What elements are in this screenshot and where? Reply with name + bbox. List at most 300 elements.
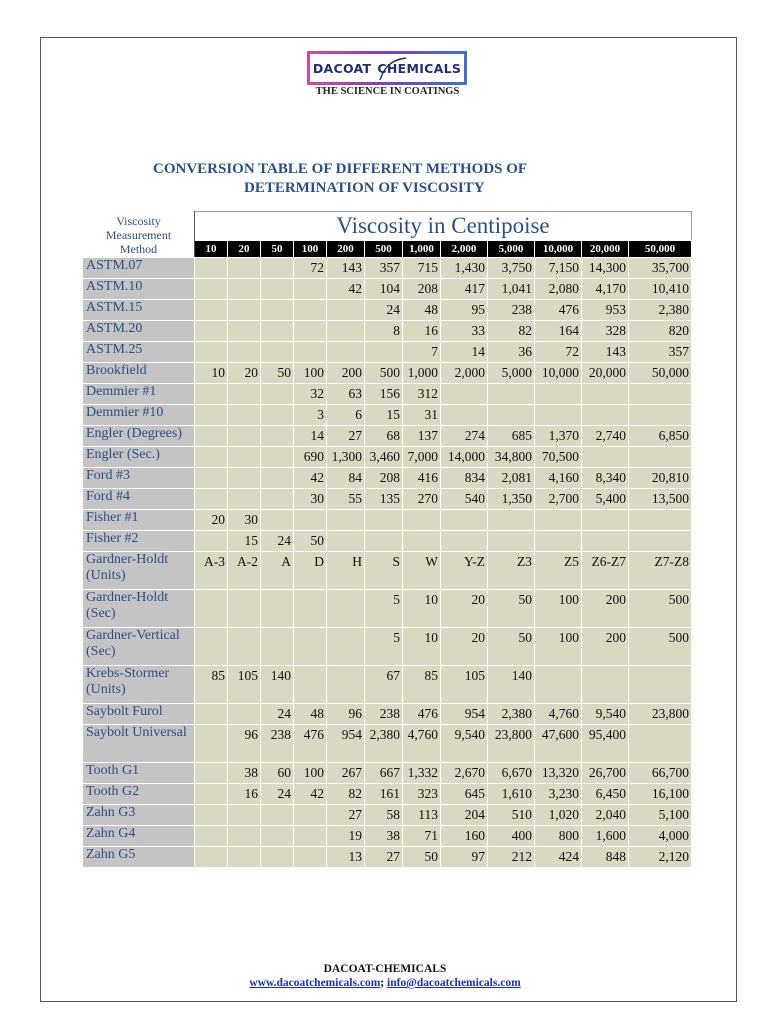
value-cell (195, 447, 228, 468)
value-cell: 15 (365, 405, 403, 426)
scale-header-cell: 20,000 (582, 241, 629, 258)
method-label: Brookfield (83, 363, 195, 384)
scale-header-cell: 10,000 (535, 241, 582, 258)
method-label: Engler (Sec.) (83, 447, 195, 468)
value-cell (261, 510, 294, 531)
value-cell (195, 704, 228, 725)
scale-header-cell: 100 (294, 241, 327, 258)
value-cell: 476 (294, 725, 327, 763)
table-row (83, 826, 692, 847)
footer-company: DACOAT-CHEMICALS (323, 963, 447, 975)
value-cell: 820 (629, 321, 692, 342)
value-cell: 267 (327, 763, 365, 784)
method-column-header (83, 212, 195, 258)
value-cell: 417 (441, 279, 488, 300)
value-cell: 5,000 (488, 363, 535, 384)
value-cell: W (403, 552, 441, 590)
value-cell (261, 342, 294, 363)
value-cell: 42 (294, 468, 327, 489)
value-cell (195, 321, 228, 342)
website-link[interactable]: www.dacoatchemicals.com (249, 977, 381, 989)
value-cell (228, 384, 261, 405)
value-cell (327, 590, 365, 628)
value-cell (327, 321, 365, 342)
value-cell: 113 (403, 805, 441, 826)
value-cell (294, 666, 327, 704)
value-cell (535, 405, 582, 426)
value-cell: 23,800 (488, 725, 535, 763)
value-cell (294, 342, 327, 363)
value-cell: 357 (629, 342, 692, 363)
value-cell: 105 (441, 666, 488, 704)
value-cell: 105 (228, 666, 261, 704)
value-cell (228, 426, 261, 447)
value-cell: 68 (365, 426, 403, 447)
value-cell (195, 384, 228, 405)
value-cell: 164 (535, 321, 582, 342)
value-cell (228, 321, 261, 342)
value-cell: 72 (294, 258, 327, 279)
document-title (100, 160, 620, 198)
value-cell: 100 (294, 363, 327, 384)
method-label: ASTM.07 (83, 258, 195, 279)
method-header-line: Measurement (105, 227, 172, 242)
value-cell: 6,670 (488, 763, 535, 784)
value-cell: 42 (327, 279, 365, 300)
value-cell: 1,020 (535, 805, 582, 826)
value-cell (327, 342, 365, 363)
value-cell: 140 (261, 666, 294, 704)
value-cell (629, 384, 692, 405)
centipoise-header: Viscosity in Centipoise (195, 212, 692, 241)
table-row (83, 489, 692, 510)
value-cell: 690 (294, 447, 327, 468)
value-cell (195, 725, 228, 763)
value-cell: 238 (488, 300, 535, 321)
value-cell (261, 300, 294, 321)
method-label: Saybolt Furol (83, 704, 195, 725)
table-row (83, 666, 692, 704)
value-cell: 24 (261, 784, 294, 805)
value-cell (261, 489, 294, 510)
value-cell: 667 (365, 763, 403, 784)
value-cell: 10 (403, 628, 441, 666)
value-cell (488, 510, 535, 531)
value-cell: 100 (535, 590, 582, 628)
value-cell (228, 847, 261, 868)
value-cell: 1,430 (441, 258, 488, 279)
value-cell: 96 (228, 725, 261, 763)
table-row (83, 363, 692, 384)
value-cell (327, 531, 365, 552)
value-cell: 27 (365, 847, 403, 868)
value-cell: 14 (441, 342, 488, 363)
value-cell: 424 (535, 847, 582, 868)
value-cell: 10 (195, 363, 228, 384)
value-cell: 95,400 (582, 725, 629, 763)
value-cell (261, 805, 294, 826)
value-cell: 5 (365, 628, 403, 666)
value-cell: 30 (228, 510, 261, 531)
value-cell: 16 (228, 784, 261, 805)
method-label: Engler (Degrees) (83, 426, 195, 447)
value-cell: 2,080 (535, 279, 582, 300)
value-cell: 16 (403, 321, 441, 342)
value-cell: 24 (261, 531, 294, 552)
method-label: Zahn G4 (83, 826, 195, 847)
scale-header-cell: 20 (228, 241, 261, 258)
value-cell: 10,410 (629, 279, 692, 300)
value-cell (195, 342, 228, 363)
value-cell: 3,230 (535, 784, 582, 805)
value-cell: 38 (228, 763, 261, 784)
value-cell: 200 (327, 363, 365, 384)
value-cell: 7 (403, 342, 441, 363)
table-row (83, 590, 692, 628)
method-label: Krebs-Stormer (Units) (83, 666, 195, 704)
table-row (83, 784, 692, 805)
value-cell: 100 (535, 628, 582, 666)
value-cell: 15 (228, 531, 261, 552)
value-cell: 9,540 (441, 725, 488, 763)
table-row (83, 300, 692, 321)
value-cell: 13,320 (535, 763, 582, 784)
scale-header-cell: 5,000 (488, 241, 535, 258)
value-cell: Y-Z (441, 552, 488, 590)
method-label: Gardner-Holdt (Sec) (83, 590, 195, 628)
table-row (83, 725, 692, 763)
value-cell (294, 321, 327, 342)
value-cell: 2,000 (441, 363, 488, 384)
value-cell: 47,600 (535, 725, 582, 763)
value-cell: 2,740 (582, 426, 629, 447)
scale-header-cell: 500 (365, 241, 403, 258)
value-cell: 2,380 (629, 300, 692, 321)
table-row (83, 468, 692, 489)
value-cell: 34,800 (488, 447, 535, 468)
value-cell: 416 (403, 468, 441, 489)
value-cell: 20,000 (582, 363, 629, 384)
dacoat-logo (307, 51, 467, 85)
value-cell: D (294, 552, 327, 590)
value-cell (294, 300, 327, 321)
value-cell: 63 (327, 384, 365, 405)
viscosity-conversion-table (82, 211, 692, 868)
value-cell: 2,700 (535, 489, 582, 510)
table-row (83, 510, 692, 531)
value-cell: 14,300 (582, 258, 629, 279)
value-cell (488, 384, 535, 405)
value-cell (261, 590, 294, 628)
table-row (83, 384, 692, 405)
value-cell: 100 (294, 763, 327, 784)
value-cell (629, 510, 692, 531)
value-cell (195, 489, 228, 510)
title-line-1: CONVERSION TABLE OF DIFFERENT METHODS OF (153, 161, 528, 177)
value-cell: 84 (327, 468, 365, 489)
value-cell: 50 (488, 590, 535, 628)
value-cell: 20 (441, 628, 488, 666)
value-cell: 70,500 (535, 447, 582, 468)
value-cell: 82 (488, 321, 535, 342)
value-cell: 208 (365, 468, 403, 489)
value-cell: 36 (488, 342, 535, 363)
value-cell: A-2 (228, 552, 261, 590)
method-header-line: Viscosity (116, 213, 161, 228)
method-label: Tooth G2 (83, 784, 195, 805)
value-cell: 50 (261, 363, 294, 384)
table-row (83, 704, 692, 725)
value-cell (403, 510, 441, 531)
value-cell (261, 321, 294, 342)
value-cell: 800 (535, 826, 582, 847)
value-cell: 9,540 (582, 704, 629, 725)
value-cell (294, 805, 327, 826)
value-cell (294, 590, 327, 628)
footer (200, 962, 570, 990)
value-cell: Z6-Z7 (582, 552, 629, 590)
value-cell: 848 (582, 847, 629, 868)
value-cell (195, 805, 228, 826)
method-label: ASTM.20 (83, 321, 195, 342)
value-cell (441, 405, 488, 426)
value-cell: 1,332 (403, 763, 441, 784)
value-cell (261, 405, 294, 426)
value-cell (441, 384, 488, 405)
value-cell (488, 531, 535, 552)
value-cell (228, 590, 261, 628)
value-cell (195, 468, 228, 489)
method-label: Fisher #2 (83, 531, 195, 552)
value-cell: 58 (365, 805, 403, 826)
value-cell: 953 (582, 300, 629, 321)
value-cell: 4,760 (403, 725, 441, 763)
value-cell: Z7-Z8 (629, 552, 692, 590)
value-cell: 55 (327, 489, 365, 510)
value-cell (582, 531, 629, 552)
method-label: Gardner-Holdt (Units) (83, 552, 195, 590)
value-cell (228, 279, 261, 300)
value-cell: 2,040 (582, 805, 629, 826)
value-cell (629, 725, 692, 763)
value-cell: 274 (441, 426, 488, 447)
value-cell: 14,000 (441, 447, 488, 468)
value-cell: 1,600 (582, 826, 629, 847)
table-row (83, 426, 692, 447)
value-cell: 50,000 (629, 363, 692, 384)
value-cell: 50 (403, 847, 441, 868)
scale-header-cell: 200 (327, 241, 365, 258)
value-cell: 33 (441, 321, 488, 342)
logo-swoosh-icon (310, 54, 464, 82)
value-cell (228, 342, 261, 363)
scale-header-cell: 1,000 (403, 241, 441, 258)
value-cell (535, 666, 582, 704)
value-cell (294, 847, 327, 868)
value-cell: 23,800 (629, 704, 692, 725)
value-cell (195, 628, 228, 666)
table-row (83, 847, 692, 868)
value-cell: 10 (403, 590, 441, 628)
value-cell (195, 279, 228, 300)
value-cell: 7,000 (403, 447, 441, 468)
value-cell: 20 (195, 510, 228, 531)
value-cell: 14 (294, 426, 327, 447)
value-cell: 1,370 (535, 426, 582, 447)
method-label: Zahn G3 (83, 805, 195, 826)
value-cell: 27 (327, 805, 365, 826)
table-row (83, 258, 692, 279)
value-cell: 67 (365, 666, 403, 704)
value-cell: 200 (582, 590, 629, 628)
value-cell: 24 (365, 300, 403, 321)
value-cell: 72 (535, 342, 582, 363)
value-cell: 1,000 (403, 363, 441, 384)
value-cell: 10,000 (535, 363, 582, 384)
value-cell (488, 405, 535, 426)
value-cell (629, 531, 692, 552)
value-cell: 954 (441, 704, 488, 725)
value-cell: 4,170 (582, 279, 629, 300)
value-cell: 35,700 (629, 258, 692, 279)
value-cell: 26,700 (582, 763, 629, 784)
value-cell (582, 405, 629, 426)
value-cell (629, 666, 692, 704)
value-cell (261, 847, 294, 868)
value-cell: 66,700 (629, 763, 692, 784)
scale-header-cell: 2,000 (441, 241, 488, 258)
method-label: Zahn G5 (83, 847, 195, 868)
value-cell: 82 (327, 784, 365, 805)
value-cell (365, 531, 403, 552)
value-cell: 19 (327, 826, 365, 847)
value-cell: 160 (441, 826, 488, 847)
value-cell: 1,350 (488, 489, 535, 510)
method-label: Saybolt Universal (83, 725, 195, 763)
method-label: Ford #3 (83, 468, 195, 489)
value-cell (365, 510, 403, 531)
method-label: Tooth G1 (83, 763, 195, 784)
value-cell (261, 426, 294, 447)
value-cell: Z5 (535, 552, 582, 590)
table-row (83, 552, 692, 590)
value-cell: 104 (365, 279, 403, 300)
value-cell: 357 (365, 258, 403, 279)
value-cell (441, 510, 488, 531)
value-cell: 2,120 (629, 847, 692, 868)
table-row (83, 763, 692, 784)
value-cell: 2,380 (488, 704, 535, 725)
value-cell (327, 300, 365, 321)
value-cell: 5,400 (582, 489, 629, 510)
value-cell (365, 342, 403, 363)
value-cell: 238 (261, 725, 294, 763)
value-cell (294, 510, 327, 531)
value-cell (228, 805, 261, 826)
value-cell: 4,160 (535, 468, 582, 489)
value-cell: 270 (403, 489, 441, 510)
value-cell: 645 (441, 784, 488, 805)
value-cell: 328 (582, 321, 629, 342)
value-cell: 137 (403, 426, 441, 447)
value-cell: 208 (403, 279, 441, 300)
value-cell: 685 (488, 426, 535, 447)
value-cell: 204 (441, 805, 488, 826)
method-label: Ford #4 (83, 489, 195, 510)
value-cell (228, 468, 261, 489)
value-cell (294, 279, 327, 300)
value-cell: 3 (294, 405, 327, 426)
table-row (83, 805, 692, 826)
value-cell: 238 (365, 704, 403, 725)
value-cell: 48 (294, 704, 327, 725)
logo-word-1: DACOAT (312, 60, 372, 76)
value-cell: 2,081 (488, 468, 535, 489)
value-cell: 85 (403, 666, 441, 704)
value-cell (261, 258, 294, 279)
value-cell (261, 468, 294, 489)
table-row (83, 342, 692, 363)
value-cell: 500 (629, 628, 692, 666)
value-cell: 16,100 (629, 784, 692, 805)
value-cell: 5 (365, 590, 403, 628)
value-cell: S (365, 552, 403, 590)
value-cell: 1,300 (327, 447, 365, 468)
method-header-line: Method (119, 241, 158, 256)
scale-header-cell: 50,000 (629, 241, 692, 258)
value-cell (582, 510, 629, 531)
value-cell: 50 (294, 531, 327, 552)
value-cell: Z3 (488, 552, 535, 590)
value-cell: 2,380 (365, 725, 403, 763)
value-cell: 834 (441, 468, 488, 489)
value-cell: A (261, 552, 294, 590)
value-cell: 71 (403, 826, 441, 847)
method-label: Gardner-Vertical (Sec) (83, 628, 195, 666)
value-cell: 6,450 (582, 784, 629, 805)
value-cell: 954 (327, 725, 365, 763)
value-cell (327, 628, 365, 666)
value-cell: 8,340 (582, 468, 629, 489)
method-label: ASTM.10 (83, 279, 195, 300)
value-cell: 24 (261, 704, 294, 725)
value-cell (195, 763, 228, 784)
value-cell (228, 704, 261, 725)
value-cell: 5,100 (629, 805, 692, 826)
value-cell: 476 (535, 300, 582, 321)
value-cell: 42 (294, 784, 327, 805)
value-cell: 50 (488, 628, 535, 666)
method-label: Demmier #10 (83, 405, 195, 426)
value-cell (261, 628, 294, 666)
value-cell (629, 405, 692, 426)
value-cell: 4,760 (535, 704, 582, 725)
value-cell: 3,750 (488, 258, 535, 279)
value-cell (327, 666, 365, 704)
value-cell (195, 258, 228, 279)
email-link[interactable]: info@dacoatchemicals.com (387, 977, 521, 989)
table-row (83, 628, 692, 666)
value-cell: 6,850 (629, 426, 692, 447)
value-cell (535, 510, 582, 531)
value-cell: 500 (629, 590, 692, 628)
value-cell: 6 (327, 405, 365, 426)
value-cell: 32 (294, 384, 327, 405)
value-cell (403, 531, 441, 552)
method-label: Demmier #1 (83, 384, 195, 405)
value-cell: 60 (261, 763, 294, 784)
value-cell (327, 510, 365, 531)
